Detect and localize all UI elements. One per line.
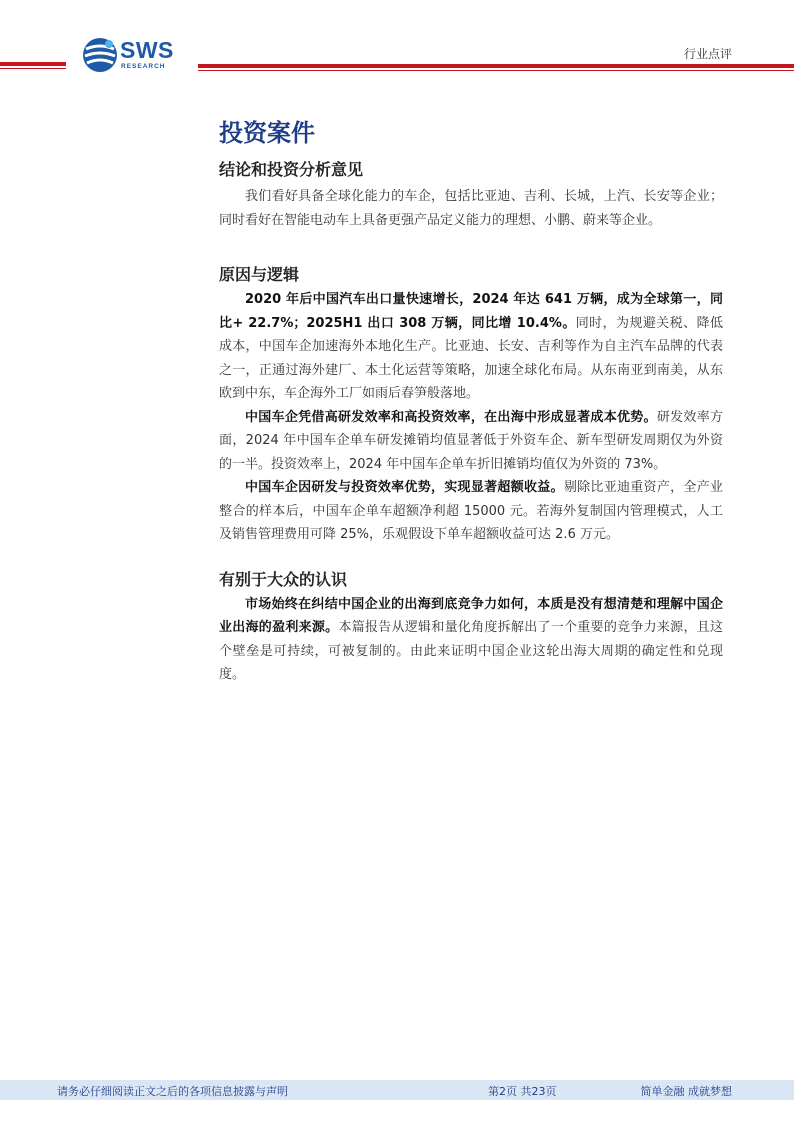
page-title: 投资案件: [219, 119, 315, 147]
page-number: 第2页 共23页: [488, 1085, 557, 1098]
page-footer: [0, 1080, 794, 1100]
section-heading: 原因与逻辑: [219, 265, 300, 284]
header-rule-right-thin: [198, 70, 794, 71]
section-heading: 结论和投资分析意见: [219, 160, 364, 179]
section-paragraph: 我们看好具备全球化能力的车企，包括比亚迪、吉利、长城，上汽、长安等企业；同时看好在智能电动车上具备更强产品定义能力的理想、小鹏、蔚来等企业。: [219, 189, 723, 228]
header-rule-left: [0, 62, 66, 66]
logo-subtext: RESEARCH: [121, 63, 166, 70]
section-paragraph: 市场始终在纠结中国企业的出海到底竞争力如何，本质是没有想清楚和理解中国企业出海的盈利来源。本篇报告从逻辑和量化角度拆解出了一个重要的竞争力来源，且这个壁垒是可持续，可被复制的。由此来证明中国企业这轮出海大周期的确定性和兑现度。: [219, 596, 723, 682]
footer-disclaimer: 请务必仔细阅读正文之后的各项信息披露与声明: [57, 1085, 288, 1098]
header-rule-right: [198, 64, 794, 68]
logo-text: SWS: [120, 37, 174, 63]
page-header: [0, 0, 794, 80]
header-rule-left-thin: [0, 68, 66, 69]
footer-slogan: 简单金融 成就梦想: [640, 1085, 732, 1098]
report-type-tag: 行业点评: [683, 47, 732, 61]
main-content: [219, 118, 723, 687]
section-paragraph: 中国车企凭借高研发效率和高投资效率，在出海中形成显著成本优势。研发效率方面，2024 年中国车企单车研发摊销均值显著低于外资车企、新车型研发周期仅为外资的一半。投资效率上，2024 年中国车企单车折旧摊销均值仅为外资的 73%。: [219, 409, 723, 472]
section-paragraph: 2020 年后中国汽车出口量快速增长，2024 年达 641 万辆，成为全球第一，同比+ 22.7%；2025H1 出口 308 万辆，同比增 10.4%。同时，为规避关税、降低成本，中国车企加速海外本地化生产。比亚迪、长安、吉利等作为自主汽车品牌的代表之一，正通过海外建厂、本土化运营等策略，加速全球化布局。从东南亚到南美，从东欧到中东，车企海外工厂如雨后春笋般落地。: [219, 292, 723, 401]
section-paragraph: 中国车企因研发与投资效率优势，实现显著超额收益。剔除比亚迪重资产，全产业整合的样本后，中国车企单车超额净利超 15000 元。若海外复制国内管理模式，人工及销售管理费用可降 25%，乐观假设下单车超额收益可达 2.6 万元。: [219, 480, 723, 542]
section-heading: 有别于大众的认识: [219, 569, 348, 589]
sws-logo: [82, 36, 192, 76]
sws-logo-icon: [82, 36, 118, 74]
